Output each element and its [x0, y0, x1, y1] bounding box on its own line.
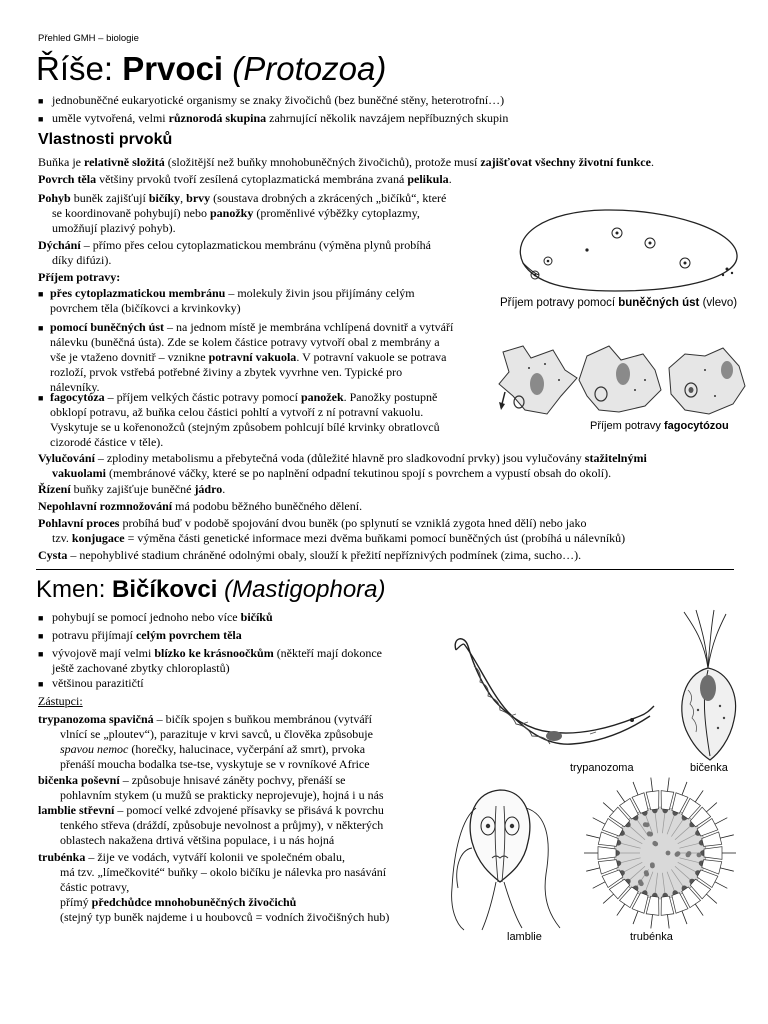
bullet-fago-line2: obklopí potravu, až buňka celou částici pohltí a vytvoří z ní potravní vakuolu.: [50, 405, 424, 419]
section-divider: [36, 569, 734, 570]
text: uměle vytvořená, velmi: [52, 111, 169, 125]
giardia-illustration: [448, 778, 568, 933]
label-trypanozoma: trypanozoma: [570, 762, 634, 774]
bullet-usta-line5: nálevníky.: [50, 380, 100, 394]
trichomonas-illustration: [668, 610, 748, 762]
bicenka-line2: pohlavním stykem (u mužů se prakticky neprojevuje), hojná i u nás: [60, 788, 384, 802]
bullet-marker: ■: [38, 649, 44, 659]
bullet-fago-line4: cizorodé částice v těle).: [50, 435, 164, 449]
bullet-marker: ■: [38, 114, 44, 124]
figure-phagocytosis: [495, 340, 750, 420]
paragraph-povrch: Povrch těla většiny prvoků tvoří zesílená cytoplazmatická membrána zvaná pelikula.: [38, 172, 452, 186]
lamblie-line1: lamblie střevní – pomocí velké zdvojené přísavky se přisává k povrchu: [38, 803, 384, 817]
paragraph-pohyb-line1: Pohyb buněk zajišťují bičíky, brvy (soustava drobných a zkrácených „bičíků“, které: [38, 191, 447, 205]
intro-bullet-2: [52, 111, 508, 126]
bullet-usta-line4: rozloží, prvok vstřebá potřebné živiny a zbytek vyvrhne ven. Typické pro: [50, 365, 403, 379]
lamblie-line2: tenkého střeva (dráždí, způsobuje nevolnost a průjmy), v některých: [60, 818, 384, 832]
title-main: Bičíkovci: [112, 576, 218, 603]
figure-cell-mouth: [505, 205, 745, 295]
label-bicenka: bičenka: [690, 762, 728, 774]
title-prefix: Říše:: [36, 50, 123, 87]
bullet-usta-line2: nálevku (buněčná ústa). Zde se kolem částice potravy vytvoří obal z membrány a: [50, 335, 440, 349]
bullet-marker: ■: [38, 96, 44, 106]
bicikovci-bullet-3-line1: vývojově mají velmi blízko ke krásnoočkům (někteří mají dokonce: [52, 646, 382, 660]
title-latin: (Protozoa): [232, 50, 387, 87]
title-latin: (Mastigophora): [224, 576, 386, 603]
trubenka-line3: částic potravy,: [60, 880, 130, 894]
paragraph-vylucovani-line2: vakuolami (membránové váčky, které se po naplnění odpadní tekutinou spojí s povrchem a vypustí obsah do okolí).: [52, 466, 612, 480]
paragraph-dychani-line1: Dýchání – přímo přes celou cytoplazmatickou membránu (výměna plynů probíhá: [38, 238, 431, 252]
title-prefix: Kmen:: [36, 576, 113, 603]
bullet-fago-line3: Vyskytuje se u kořenonožců (stejným způsobem pohlcují bílé krvinky obratlovců: [50, 420, 440, 434]
bullet-cyto-line1: přes cytoplazmatickou membránu – molekuly živin jsou přijímány celým: [50, 286, 415, 300]
intro-bullet-1: [52, 93, 504, 108]
paragraph-prijem-heading: Příjem potravy:: [38, 270, 121, 284]
paragraph-vylucovani-line1: Vylučování – zplodiny metabolismu a přebytečná voda (důležité hlavně pro sladkovodní prvky) jsou vylučovány stažitelnými: [38, 451, 647, 465]
page-title: [36, 49, 386, 89]
text-bold: různorodá skupina: [168, 111, 267, 125]
zastupci-heading: Zástupci:: [38, 694, 83, 708]
trypanozoma-line1: trypanozoma spavičná – bičík spojen s buňkou membránou (vytváří: [38, 712, 372, 726]
trubenka-line5: (stejný typ buněk najdeme i u houbovců = vodních živočišných hub): [60, 910, 390, 924]
trubenka-line2: má tzv. „límečkovité“ buňky – okolo bičíku je nálevka pro nasávání: [60, 865, 387, 879]
figure-caption-phagocytosis: Příjem potravy fagocytózou: [590, 420, 729, 432]
paragraph-nepohlavni: Nepohlavní rozmnožování má podobu běžného buněčného dělení.: [38, 499, 363, 513]
paragraph-rizeni: Řízení buňky zajišťuje buněčné jádro.: [38, 482, 226, 496]
label-lamblie: lamblie: [507, 931, 542, 943]
figure-caption-cell-mouth: Příjem potravy pomocí buněčných úst (vlevo): [500, 297, 738, 309]
lamblie-line3: oblastech nakažena drtivá většina populace, i u nás hojná: [60, 833, 335, 847]
trypanozoma-line4: přenáší moucha bodalka tse-tse, vyskytuje se v rovníkové Africe: [60, 757, 370, 771]
bullet-marker: ■: [38, 679, 44, 689]
trypanozoma-line3: spavou nemoc (horečky, halucinace, vyčerpání až smrt), prvoka: [60, 742, 366, 756]
bullet-marker: ■: [38, 631, 44, 641]
paragraph-dychani-line2: díky difúzi).: [52, 253, 112, 267]
bicikovci-bullet-2: potravu přijímají celým povrchem těla: [52, 628, 242, 642]
trypanozoma-line2: vlnící se „ploutev“), parazituje v krvi savců, u člověka způsobuje: [60, 727, 373, 741]
bicikovci-bullet-3-line2: ještě zachované zbytky chloroplastů): [52, 661, 230, 675]
trubenka-line1: trubénka – žije ve vodách, vytváří kolonii ve společném obalu,: [38, 850, 345, 864]
paragraph-cysta: Cysta – nepohyblivé stadium chráněné odolnými obaly, slouží k přežití nepříznivých podmínek (zima, sucho…).: [38, 548, 582, 562]
paragraph-pohyb-line3: umožňují plazivý pohyb).: [52, 221, 176, 235]
bicikovci-bullet-1: pohybují se pomocí jednoho nebo více bičíků: [52, 610, 273, 624]
text: jednobuněčné eukaryotické organismy se znaky živočichů (bez buněčné stěny, heterotrofní…): [52, 93, 505, 107]
paragraph-pohlavni-line1: Pohlavní proces probíhá buď v podobě spojování dvou buněk (po splynutí se vzniklá zygota hned dělí) nebo jako: [38, 516, 587, 530]
text: zahrnující několik navzájem nepříbuzných skupin: [266, 111, 509, 125]
label-trubenka: trubénka: [630, 931, 673, 943]
bullet-cyto-line2: povrchem těla (bičíkovci a krvinkovky): [50, 301, 241, 315]
bullet-usta-line3: vše je vtaženo dovnitř – vznikne potravní vakuola. V potravní vakuole se potrava: [50, 350, 447, 364]
paragraph-pohyb-line2: se koordinovaně pohybují) nebo panožky (proměnlivé výběžky cytoplazmy,: [52, 206, 420, 220]
section-heading-vlastnosti: Vlastnosti prvoků: [38, 131, 173, 148]
paragraph-pohlavni-line2: tzv. konjugace = výměna části genetické informace mezi dvěma buňkami pomocí buněčných úst (probíhá u nálevníků): [52, 531, 626, 545]
bullet-marker: ■: [38, 393, 44, 403]
running-header: Přehled GMH – biologie: [38, 33, 139, 44]
bullet-marker: ■: [38, 323, 44, 333]
bullet-marker: ■: [38, 289, 44, 299]
trypanosoma-illustration: [450, 632, 670, 762]
trubenka-line4: přímý předchůdce mnohobuněčných živočichů: [60, 895, 297, 909]
bullet-usta-line1: pomocí buněčných úst – na jednom místě je membrána vchlípená dovnitř a vytváří: [50, 320, 454, 334]
title-main: Prvoci: [122, 50, 224, 87]
bullet-marker: ■: [38, 613, 44, 623]
section-title-bicikovci: [36, 575, 386, 605]
bullet-fago-line1: fagocytóza – příjem velkých částic potravy pomocí panožek. Panožky postupně: [50, 390, 438, 404]
trubenka-colony-illustration: [580, 775, 740, 930]
paragraph-bunka: Buňka je relativně složitá (složitější než buňky mnohobuněčných živočichů), protože musí zajišťovat všechny životní funkce.: [38, 155, 654, 169]
bicikovci-bullet-4: většinou parazitičtí: [52, 676, 144, 690]
bicenka-line1: bičenka poševní – způsobuje hnisavé záněty pochvy, přenáší se: [38, 773, 346, 787]
